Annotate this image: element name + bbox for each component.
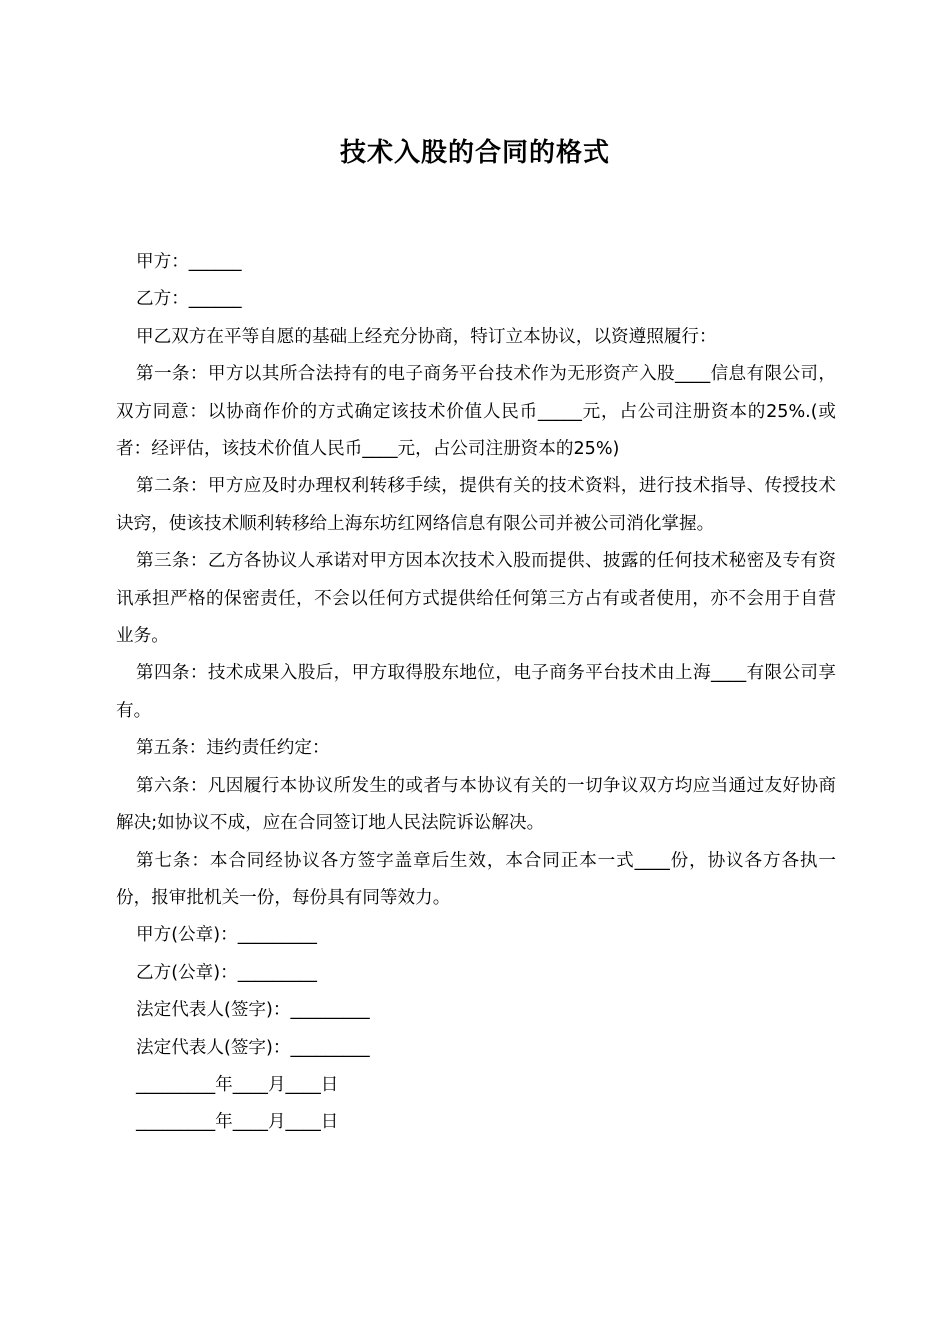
party-a-line: 甲方：______ [136,252,242,272]
article-5-paragraph: 第五条：违约责任约定： [136,738,330,759]
document-body [116,244,836,1142]
article-2-paragraph: 第二条：甲方应及时办理权利转移手续，提供有关的技术资料，进行技术指导、传授技术诀窍，使该技术顺利转移给上海东坊红网络信息有限公司并被公司消化掌握。 [116,476,836,534]
article-7-paragraph: 第七条：本合同经协议各方签字盖章后生效，本合同正本一式____份，协议各方各执一份，报审批机关一份，每份具有同等效力。 [116,850,836,908]
article-4-paragraph: 第四条：技术成果入股后，甲方取得股东地位，电子商务平台技术由上海____有限公司享有。 [116,663,836,721]
party-b-line: 乙方：______ [136,289,242,310]
article-1-paragraph: 第一条：甲方以其所合法持有的电子商务平台技术作为无形资产入股____信息有限公司，双方同意：以协商作价的方式确定该技术价值人民币_____元，占公司注册资本的25%.(或者：经评估，该技术价值人民币____元，占公司注册资本的25%) [116,364,836,460]
legal-rep-signature-line: 法定代表人(签字)：_________ [136,1037,370,1058]
legal-rep-signature-line: 法定代表人(签字)：_________ [136,1000,370,1021]
document-title: 技术入股的合同的格式 [339,138,610,168]
date-line: _________年____月____日 [136,1112,339,1133]
preamble-paragraph: 甲乙双方在平等自愿的基础上经充分协商，特订立本协议，以资遵照履行： [136,326,717,347]
article-6-paragraph: 第六条：凡因履行本协议所发生的或者与本协议有关的一切争议双方均应当通过友好协商解决;如协议不成，应在合同签订地人民法院诉讼解决。 [116,775,836,834]
party-a-seal-line: 甲方(公章)：_________ [136,925,317,946]
date-line: _________年____月____日 [136,1074,339,1095]
party-b-seal-line: 乙方(公章)：_________ [136,962,317,983]
article-3-paragraph: 第三条：乙方各协议人承诺对甲方因本次技术入股而提供、披露的任何技术秘密及专有资讯承担严格的保密责任，不会以任何方式提供给任何第三方占有或者使用，亦不会用于自营业务。 [116,551,836,647]
